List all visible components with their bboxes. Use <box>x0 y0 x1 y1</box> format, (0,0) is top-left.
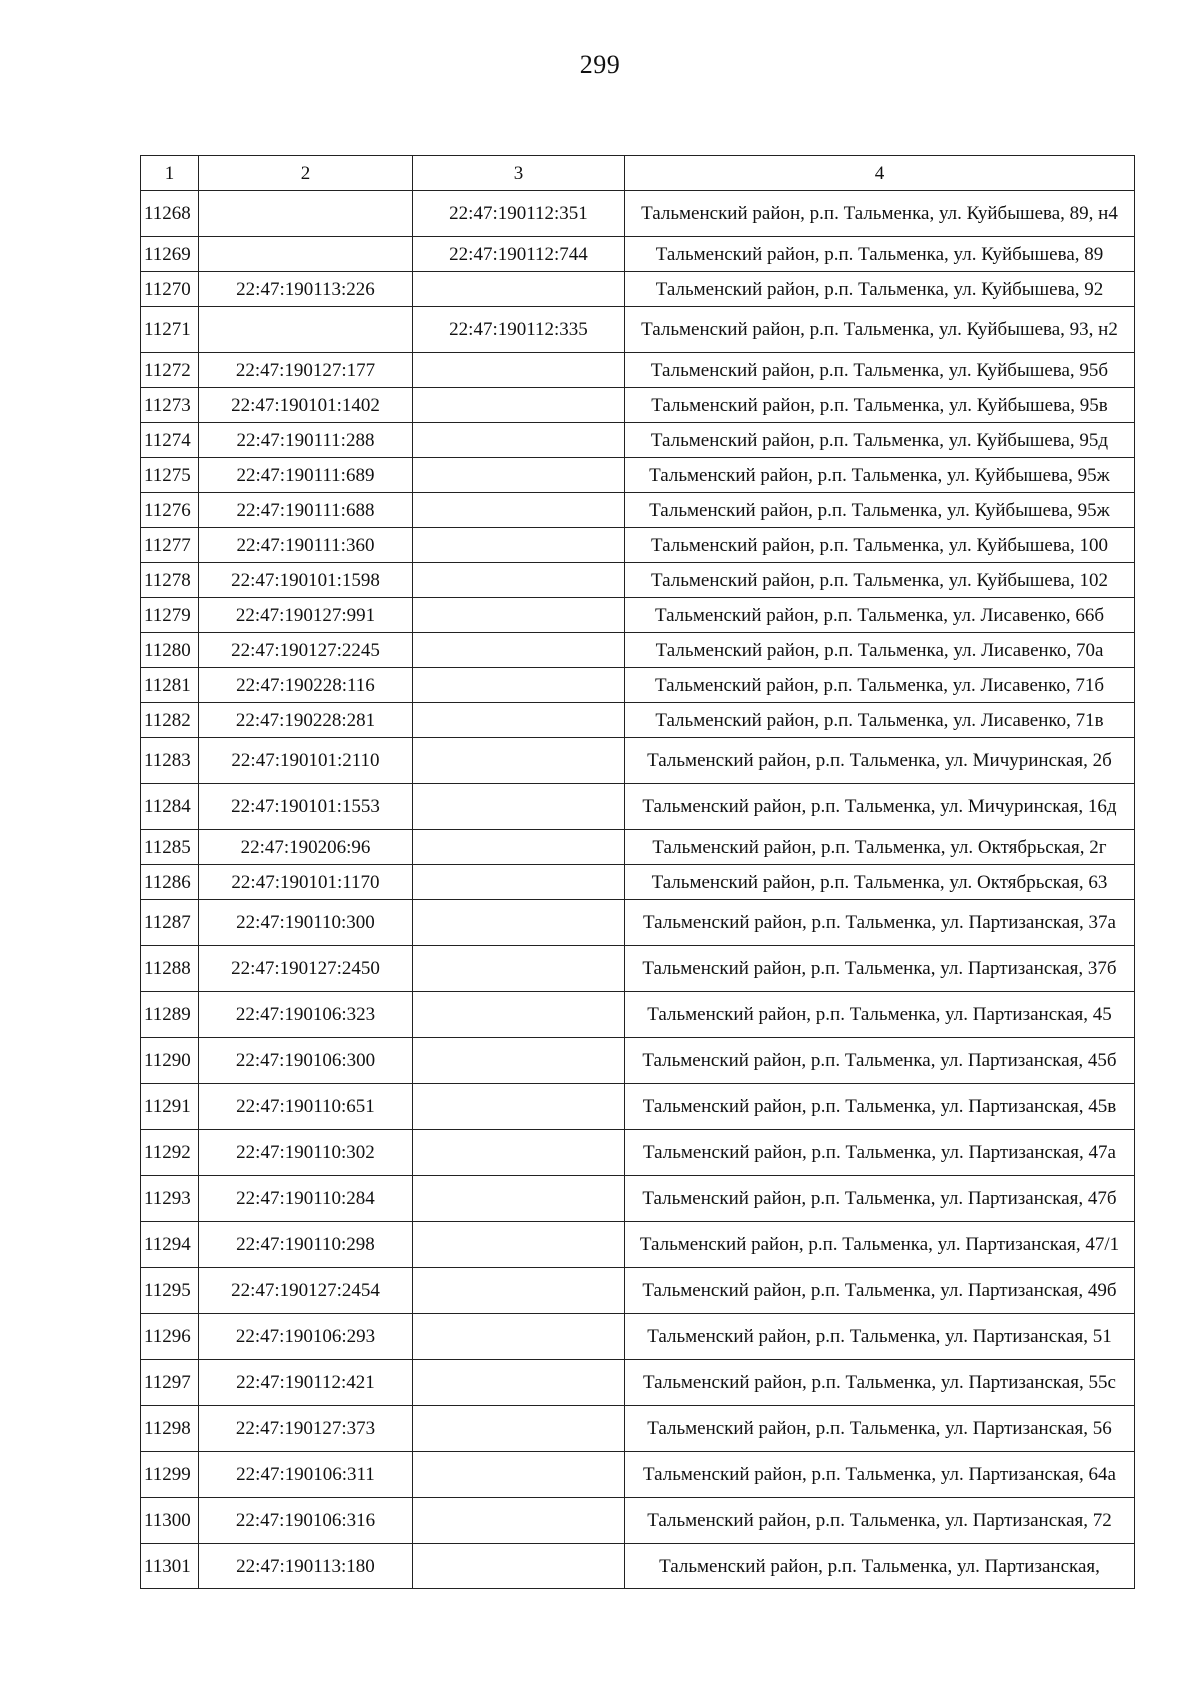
table-row <box>141 1452 1135 1498</box>
cadastral-number-cell: 22:47:190228:281 <box>199 703 413 738</box>
cadastral-number-alt-cell <box>413 423 625 458</box>
table-row <box>141 353 1135 388</box>
address-cell: Тальменский район, р.п. Тальменка, ул. Куйбышева, 93, н2 <box>625 307 1135 353</box>
address-cell: Тальменский район, р.п. Тальменка, ул. Куйбышева, 95в <box>625 388 1135 423</box>
address-cell: Тальменский район, р.п. Тальменка, ул. Куйбышева, 92 <box>625 272 1135 307</box>
table-header-row <box>141 156 1135 191</box>
cadastral-number-alt-cell <box>413 528 625 563</box>
address-cell: Тальменский район, р.п. Тальменка, ул. Партизанская, 49б <box>625 1268 1135 1314</box>
address-cell: Тальменский район, р.п. Тальменка, ул. Партизанская, 45в <box>625 1084 1135 1130</box>
row-number-cell: 11283 <box>141 738 199 784</box>
cadastral-number-cell: 22:47:190106:311 <box>199 1452 413 1498</box>
row-number-cell: 11281 <box>141 668 199 703</box>
cadastral-number-alt-cell <box>413 1176 625 1222</box>
table-row <box>141 1498 1135 1544</box>
address-cell: Тальменский район, р.п. Тальменка, ул. Партизанская, <box>625 1544 1135 1589</box>
address-cell: Тальменский район, р.п. Тальменка, ул. Партизанская, 37а <box>625 900 1135 946</box>
cadastral-number-cell <box>199 237 413 272</box>
table-row <box>141 388 1135 423</box>
column-header-4: 4 <box>625 156 1135 191</box>
row-number-cell: 11296 <box>141 1314 199 1360</box>
table-row <box>141 830 1135 865</box>
address-cell: Тальменский район, р.п. Тальменка, ул. Партизанская, 45 <box>625 992 1135 1038</box>
row-number-cell: 11300 <box>141 1498 199 1544</box>
row-number-cell: 11268 <box>141 191 199 237</box>
cadastral-number-alt-cell <box>413 668 625 703</box>
cadastral-number-cell: 22:47:190111:689 <box>199 458 413 493</box>
cadastral-number-cell: 22:47:190101:1553 <box>199 784 413 830</box>
address-cell: Тальменский район, р.п. Тальменка, ул. Куйбышева, 95ж <box>625 493 1135 528</box>
cadastral-number-alt-cell <box>413 1452 625 1498</box>
cadastral-number-cell: 22:47:190206:96 <box>199 830 413 865</box>
cadastral-number-cell: 22:47:190113:180 <box>199 1544 413 1589</box>
address-registry-table <box>140 155 1135 1589</box>
table-row <box>141 1268 1135 1314</box>
cadastral-number-cell: 22:47:190106:293 <box>199 1314 413 1360</box>
cadastral-number-cell: 22:47:190111:688 <box>199 493 413 528</box>
address-cell: Тальменский район, р.п. Тальменка, ул. Партизанская, 55с <box>625 1360 1135 1406</box>
table-row <box>141 1084 1135 1130</box>
table-row <box>141 992 1135 1038</box>
row-number-cell: 11299 <box>141 1452 199 1498</box>
table-row <box>141 1544 1135 1589</box>
cadastral-number-alt-cell <box>413 946 625 992</box>
address-cell: Тальменский район, р.п. Тальменка, ул. Лисавенко, 66б <box>625 598 1135 633</box>
table-row <box>141 784 1135 830</box>
table-row <box>141 528 1135 563</box>
cadastral-number-cell: 22:47:190110:302 <box>199 1130 413 1176</box>
table-row <box>141 598 1135 633</box>
table-row <box>141 272 1135 307</box>
row-number-cell: 11282 <box>141 703 199 738</box>
cadastral-number-alt-cell <box>413 563 625 598</box>
cadastral-number-alt-cell <box>413 388 625 423</box>
cadastral-number-alt-cell <box>413 1406 625 1452</box>
cadastral-number-alt-cell <box>413 1268 625 1314</box>
row-number-cell: 11280 <box>141 633 199 668</box>
cadastral-number-cell: 22:47:190127:2450 <box>199 946 413 992</box>
cadastral-number-cell: 22:47:190101:1402 <box>199 388 413 423</box>
cadastral-number-alt-cell <box>413 1038 625 1084</box>
address-cell: Тальменский район, р.п. Тальменка, ул. Партизанская, 47б <box>625 1176 1135 1222</box>
cadastral-number-alt-cell: 22:47:190112:335 <box>413 307 625 353</box>
row-number-cell: 11298 <box>141 1406 199 1452</box>
address-cell: Тальменский район, р.п. Тальменка, ул. Партизанская, 37б <box>625 946 1135 992</box>
row-number-cell: 11289 <box>141 992 199 1038</box>
table-row <box>141 307 1135 353</box>
address-cell: Тальменский район, р.п. Тальменка, ул. Октябрьская, 2г <box>625 830 1135 865</box>
cadastral-number-alt-cell <box>413 1314 625 1360</box>
address-cell: Тальменский район, р.п. Тальменка, ул. Партизанская, 47а <box>625 1130 1135 1176</box>
address-cell: Тальменский район, р.п. Тальменка, ул. Партизанская, 72 <box>625 1498 1135 1544</box>
cadastral-number-alt-cell: 22:47:190112:744 <box>413 237 625 272</box>
address-cell: Тальменский район, р.п. Тальменка, ул. Куйбышева, 100 <box>625 528 1135 563</box>
row-number-cell: 11272 <box>141 353 199 388</box>
cadastral-number-alt-cell <box>413 992 625 1038</box>
cadastral-number-cell: 22:47:190127:991 <box>199 598 413 633</box>
row-number-cell: 11293 <box>141 1176 199 1222</box>
page-number: 299 <box>579 50 621 79</box>
table-row <box>141 563 1135 598</box>
row-number-cell: 11292 <box>141 1130 199 1176</box>
row-number-cell: 11286 <box>141 865 199 900</box>
cadastral-number-cell: 22:47:190228:116 <box>199 668 413 703</box>
cadastral-number-alt-cell <box>413 830 625 865</box>
row-number-cell: 11301 <box>141 1544 199 1589</box>
cadastral-number-alt-cell: 22:47:190112:351 <box>413 191 625 237</box>
cadastral-number-alt-cell <box>413 353 625 388</box>
cadastral-number-cell <box>199 191 413 237</box>
table-row <box>141 237 1135 272</box>
cadastral-number-alt-cell <box>413 272 625 307</box>
address-cell: Тальменский район, р.п. Тальменка, ул. Мичуринская, 2б <box>625 738 1135 784</box>
cadastral-number-cell: 22:47:190110:284 <box>199 1176 413 1222</box>
row-number-cell: 11273 <box>141 388 199 423</box>
table-body <box>141 191 1135 1589</box>
row-number-cell: 11279 <box>141 598 199 633</box>
cadastral-number-alt-cell <box>413 1544 625 1589</box>
table-row <box>141 946 1135 992</box>
cadastral-number-cell: 22:47:190110:298 <box>199 1222 413 1268</box>
address-cell: Тальменский район, р.п. Тальменка, ул. Мичуринская, 16д <box>625 784 1135 830</box>
cadastral-number-alt-cell <box>413 900 625 946</box>
table-row <box>141 1360 1135 1406</box>
table-row <box>141 1130 1135 1176</box>
table-row <box>141 1222 1135 1268</box>
table-row <box>141 900 1135 946</box>
cadastral-number-alt-cell <box>413 1222 625 1268</box>
cadastral-number-cell <box>199 307 413 353</box>
row-number-cell: 11294 <box>141 1222 199 1268</box>
cadastral-number-cell: 22:47:190101:1598 <box>199 563 413 598</box>
table-row <box>141 703 1135 738</box>
table-row <box>141 1176 1135 1222</box>
cadastral-number-cell: 22:47:190110:651 <box>199 1084 413 1130</box>
row-number-cell: 11284 <box>141 784 199 830</box>
table-row <box>141 1038 1135 1084</box>
cadastral-number-alt-cell <box>413 458 625 493</box>
row-number-cell: 11277 <box>141 528 199 563</box>
row-number-cell: 11271 <box>141 307 199 353</box>
cadastral-number-cell: 22:47:190106:300 <box>199 1038 413 1084</box>
address-cell: Тальменский район, р.п. Тальменка, ул. Куйбышева, 95ж <box>625 458 1135 493</box>
row-number-cell: 11274 <box>141 423 199 458</box>
row-number-cell: 11288 <box>141 946 199 992</box>
table-row <box>141 458 1135 493</box>
address-cell: Тальменский район, р.п. Тальменка, ул. Лисавенко, 71в <box>625 703 1135 738</box>
address-cell: Тальменский район, р.п. Тальменка, ул. Партизанская, 64а <box>625 1452 1135 1498</box>
cadastral-number-cell: 22:47:190101:1170 <box>199 865 413 900</box>
table-row <box>141 738 1135 784</box>
cadastral-number-cell: 22:47:190106:316 <box>199 1498 413 1544</box>
cadastral-number-cell: 22:47:190101:2110 <box>199 738 413 784</box>
cadastral-number-alt-cell <box>413 865 625 900</box>
address-cell: Тальменский район, р.п. Тальменка, ул. Партизанская, 47/1 <box>625 1222 1135 1268</box>
address-cell: Тальменский район, р.п. Тальменка, ул. Куйбышева, 89 <box>625 237 1135 272</box>
cadastral-number-cell: 22:47:190127:2245 <box>199 633 413 668</box>
table-row <box>141 865 1135 900</box>
row-number-cell: 11291 <box>141 1084 199 1130</box>
table-row <box>141 668 1135 703</box>
cadastral-number-cell: 22:47:190112:421 <box>199 1360 413 1406</box>
address-cell: Тальменский район, р.п. Тальменка, ул. Партизанская, 56 <box>625 1406 1135 1452</box>
table-row <box>141 1406 1135 1452</box>
cadastral-number-cell: 22:47:190127:2454 <box>199 1268 413 1314</box>
table-row <box>141 191 1135 237</box>
cadastral-number-alt-cell <box>413 703 625 738</box>
table-row <box>141 493 1135 528</box>
cadastral-number-alt-cell <box>413 1130 625 1176</box>
cadastral-number-cell: 22:47:190111:288 <box>199 423 413 458</box>
address-cell: Тальменский район, р.п. Тальменка, ул. Куйбышева, 89, н4 <box>625 191 1135 237</box>
cadastral-number-cell: 22:47:190113:226 <box>199 272 413 307</box>
row-number-cell: 11285 <box>141 830 199 865</box>
column-header-2: 2 <box>199 156 413 191</box>
cadastral-number-alt-cell <box>413 738 625 784</box>
column-header-1: 1 <box>141 156 199 191</box>
row-number-cell: 11270 <box>141 272 199 307</box>
row-number-cell: 11276 <box>141 493 199 528</box>
address-cell: Тальменский район, р.п. Тальменка, ул. Лисавенко, 70а <box>625 633 1135 668</box>
address-cell: Тальменский район, р.п. Тальменка, ул. Партизанская, 45б <box>625 1038 1135 1084</box>
address-cell: Тальменский район, р.п. Тальменка, ул. Партизанская, 51 <box>625 1314 1135 1360</box>
row-number-cell: 11297 <box>141 1360 199 1406</box>
cadastral-number-cell: 22:47:190110:300 <box>199 900 413 946</box>
cadastral-number-cell: 22:47:190127:373 <box>199 1406 413 1452</box>
cadastral-number-alt-cell <box>413 493 625 528</box>
row-number-cell: 11269 <box>141 237 199 272</box>
cadastral-number-alt-cell <box>413 598 625 633</box>
row-number-cell: 11295 <box>141 1268 199 1314</box>
row-number-cell: 11287 <box>141 900 199 946</box>
address-cell: Тальменский район, р.п. Тальменка, ул. Лисавенко, 71б <box>625 668 1135 703</box>
address-cell: Тальменский район, р.п. Тальменка, ул. Куйбышева, 95д <box>625 423 1135 458</box>
address-cell: Тальменский район, р.п. Тальменка, ул. Октябрьская, 63 <box>625 865 1135 900</box>
table-row <box>141 1314 1135 1360</box>
cadastral-number-alt-cell <box>413 1498 625 1544</box>
cadastral-number-cell: 22:47:190127:177 <box>199 353 413 388</box>
address-cell: Тальменский район, р.п. Тальменка, ул. Куйбышева, 95б <box>625 353 1135 388</box>
table-row <box>141 633 1135 668</box>
cadastral-number-cell: 22:47:190106:323 <box>199 992 413 1038</box>
row-number-cell: 11275 <box>141 458 199 493</box>
address-cell: Тальменский район, р.п. Тальменка, ул. Куйбышева, 102 <box>625 563 1135 598</box>
table-row <box>141 423 1135 458</box>
row-number-cell: 11290 <box>141 1038 199 1084</box>
cadastral-number-alt-cell <box>413 633 625 668</box>
cadastral-number-alt-cell <box>413 784 625 830</box>
row-number-cell: 11278 <box>141 563 199 598</box>
column-header-3: 3 <box>413 156 625 191</box>
cadastral-number-cell: 22:47:190111:360 <box>199 528 413 563</box>
cadastral-number-alt-cell <box>413 1084 625 1130</box>
cadastral-number-alt-cell <box>413 1360 625 1406</box>
